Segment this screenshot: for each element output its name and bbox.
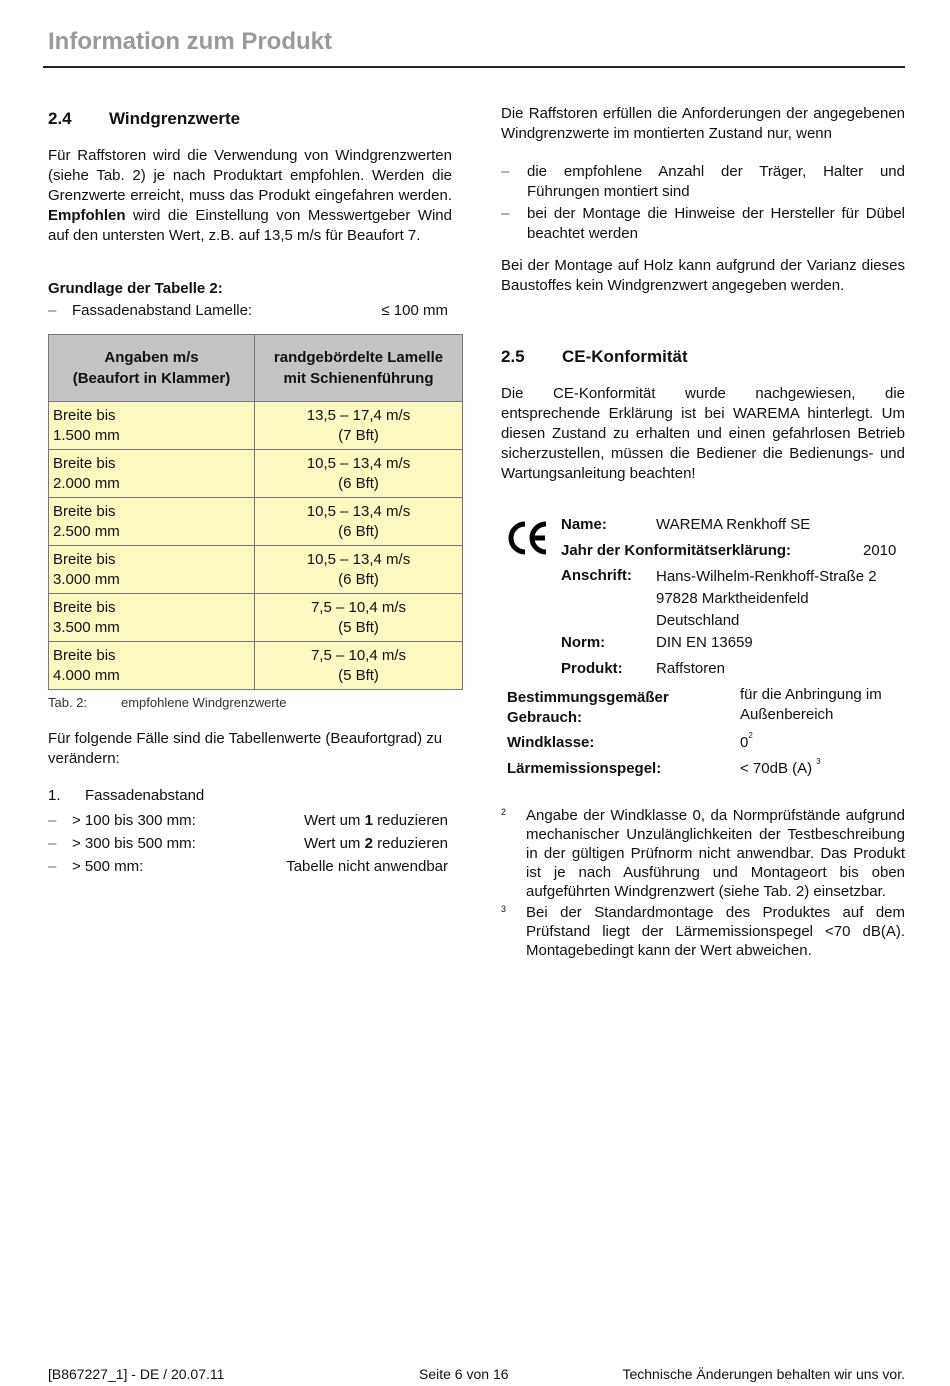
- item-text: Fassadenabstand: [85, 787, 205, 804]
- ce-year-value: 2010: [863, 542, 897, 559]
- footnote: 3 Bei der Standardmontage des Produktes auf dem Prüfstand liegt der Lärmemissionspegel <70 dB(A). Montagebedingt kann der Wert abweichen.: [501, 904, 905, 959]
- wind-value-cell: 10,5 – 13,4 m/s (6 Bft): [255, 450, 463, 498]
- ce-name-label: Name:: [561, 516, 607, 533]
- ce-noise-label: Lärmemissionspegel:: [507, 760, 662, 777]
- wind-limits-table: [48, 334, 463, 690]
- table-header-cell: Angaben m/s (Beaufort in Klammer): [49, 335, 255, 402]
- section-2-5-heading: [501, 346, 688, 368]
- section-title: Windgrenzwerte: [109, 109, 241, 128]
- item-number: 1.: [48, 787, 61, 804]
- width-cell: Breite bis 2.500 mm: [49, 498, 255, 546]
- section-title: CE-Konformität: [562, 347, 688, 366]
- change-value: Wert um 1 reduzieren: [304, 812, 448, 829]
- header-rule: [43, 66, 905, 68]
- wind-value-cell: 13,5 – 17,4 m/s (7 Bft): [255, 402, 463, 450]
- change-row: – > 500 mm: Tabelle nicht anwendbar: [48, 858, 448, 875]
- list-item: – bei der Montage die Hinweise der Hersteller für Dübel beachtet werden: [501, 205, 905, 242]
- paragraph-emphasis: Empfohlen: [48, 207, 126, 224]
- footnote: 2 Angabe der Windklasse 0, da Normprüfstände aufgrund mechanischer Unzulänglichkeiten der Testbeschreibung in der gültigen Prüfnorm nicht anwendbar. Das Produkt ist je nach Ausführung und Montageort bis oben aufgeführten Windgrenzwert (siehe Tab. 2) einsetzbar.: [501, 807, 905, 900]
- ce-use-label: Bestimmungsgemäßer Gebrauch:: [507, 689, 669, 726]
- list-item: – die empfohlene Anzahl der Träger, Halter und Führungen montiert sind: [501, 163, 905, 200]
- table-basis-row: [48, 301, 448, 321]
- change-value: Wert um 2 reduzieren: [304, 835, 448, 852]
- ce-year-label: Jahr der Konformitätserklärung:: [561, 542, 792, 559]
- windgrenzwerte-paragraph: [48, 146, 452, 246]
- address-line: 97828 Marktheidenfeld: [656, 590, 809, 607]
- caption-text: empfohlene Windgrenzwerte: [121, 695, 287, 710]
- change-label: > 300 bis 500 mm:: [72, 835, 196, 852]
- wind-value-cell: 10,5 – 13,4 m/s (6 Bft): [255, 546, 463, 594]
- ce-wind-class-label: Windklasse:: [507, 734, 595, 751]
- ce-norm-value: DIN EN 13659: [656, 634, 753, 651]
- section-2-4-heading: [48, 108, 240, 130]
- ce-wind-class-value: $0^2$: [740, 731, 753, 751]
- requirements-intro: Die Raffstoren erfüllen die Anforderungen der angegebenen Windgrenzwerte im montierten Zustand nur, wenn: [501, 105, 905, 142]
- ce-logo-icon-svg: [508, 520, 550, 556]
- basis-value: ≤ 100 mm: [381, 302, 448, 319]
- table-header-cell: randgebördelte Lamelle mit Schienenführung: [255, 335, 463, 402]
- width-cell: Breite bis 1.500 mm: [49, 402, 255, 450]
- basis-label: Fassadenabstand Lamelle:: [72, 302, 253, 319]
- ce-address: [656, 566, 877, 632]
- ce-use-value: für die Anbringung im Außenbereich: [740, 686, 882, 723]
- requirements-list: [501, 162, 905, 244]
- table-row: [49, 642, 463, 690]
- paragraph-text: Für Raffstoren wird die Verwendung von Windgrenzwerten (siehe Tab. 2) je nach Produktart empfohlen. Werden die Grenzwerte erreicht, muss das Produkt eingefahren werden.: [48, 147, 452, 204]
- change-row: – > 300 bis 500 mm: Wert um 2 reduzieren: [48, 835, 448, 852]
- section-number: 2.4: [48, 109, 72, 128]
- change-label: > 100 bis 300 mm:: [72, 812, 196, 829]
- table-caption: [48, 693, 287, 713]
- footer-page-number: Seite 6 von 16: [419, 1366, 509, 1382]
- change-value: Tabelle nicht anwendbar: [286, 858, 448, 875]
- section-number: 2.5: [501, 347, 525, 366]
- ce-product-label: Produkt:: [561, 660, 623, 677]
- address-line: Hans-Wilhelm-Renkhoff-Straße 2: [656, 568, 877, 585]
- wind-value-cell: 7,5 – 10,4 m/s (5 Bft): [255, 642, 463, 690]
- footer-note: Technische Änderungen behalten wir uns vor.: [622, 1366, 905, 1382]
- width-cell: Breite bis 4.000 mm: [49, 642, 255, 690]
- ce-logo-icon: [508, 520, 550, 562]
- table-row: [49, 402, 463, 450]
- ce-norm-label: Norm:: [561, 634, 606, 651]
- caption-number: Tab. 2:: [48, 695, 88, 710]
- table-row: [49, 546, 463, 594]
- width-cell: Breite bis 3.000 mm: [49, 546, 255, 594]
- ce-product-value: Raffstoren: [656, 660, 725, 677]
- wind-value-cell: 10,5 – 13,4 m/s (6 Bft): [255, 498, 463, 546]
- change-label: > 500 mm:: [72, 858, 144, 875]
- ce-name-value: WAREMA Renkhoff SE: [656, 516, 811, 533]
- wind-value-cell: 7,5 – 10,4 m/s (5 Bft): [255, 594, 463, 642]
- ce-noise-value: < 70dB (A) $^3$: [740, 757, 821, 777]
- table-row: [49, 594, 463, 642]
- page-header-title: Information zum Produkt: [48, 28, 332, 55]
- ce-address-label: Anschrift:: [561, 567, 632, 584]
- dash-marker: –: [48, 302, 57, 319]
- changes-item: [48, 786, 205, 806]
- address-line: Deutschland: [656, 612, 740, 629]
- footnotes: [501, 806, 905, 960]
- wood-mounting-note: Bei der Montage auf Holz kann aufgrund der Varianz dieses Baustoffes kein Windgrenzwert angegeben werden.: [501, 257, 905, 294]
- width-cell: Breite bis 3.500 mm: [49, 594, 255, 642]
- ce-paragraph: Die CE-Konformität wurde nachgewiesen, die entsprechende Erklärung ist bei WAREMA hinterlegt. Um diesen Zustand zu erhalten und einen gefahrlosen Betrieb sicherzustellen, müssen die Bediener die Bedienungs- und Wartungsanleitung beachten!: [501, 385, 905, 482]
- table-row: [49, 450, 463, 498]
- paragraph-text: wird die Einstellung von Messwertgeber Wind auf den untersten Wert, z.B. auf 13,5 m/s für Beaufort 7.: [48, 207, 452, 244]
- table-header-row: [49, 335, 463, 402]
- width-cell: Breite bis 2.000 mm: [49, 450, 255, 498]
- changes-intro: Für folgende Fälle sind die Tabellenwerte (Beaufortgrad) zu verändern:: [48, 730, 443, 767]
- table-row: [49, 498, 463, 546]
- change-row: – > 100 bis 300 mm: Wert um 1 reduzieren: [48, 812, 448, 829]
- table-basis-title: Grundlage der Tabelle 2:: [48, 280, 223, 297]
- footer-doc-id: [B867227_1] - DE / 20.07.11: [48, 1366, 225, 1382]
